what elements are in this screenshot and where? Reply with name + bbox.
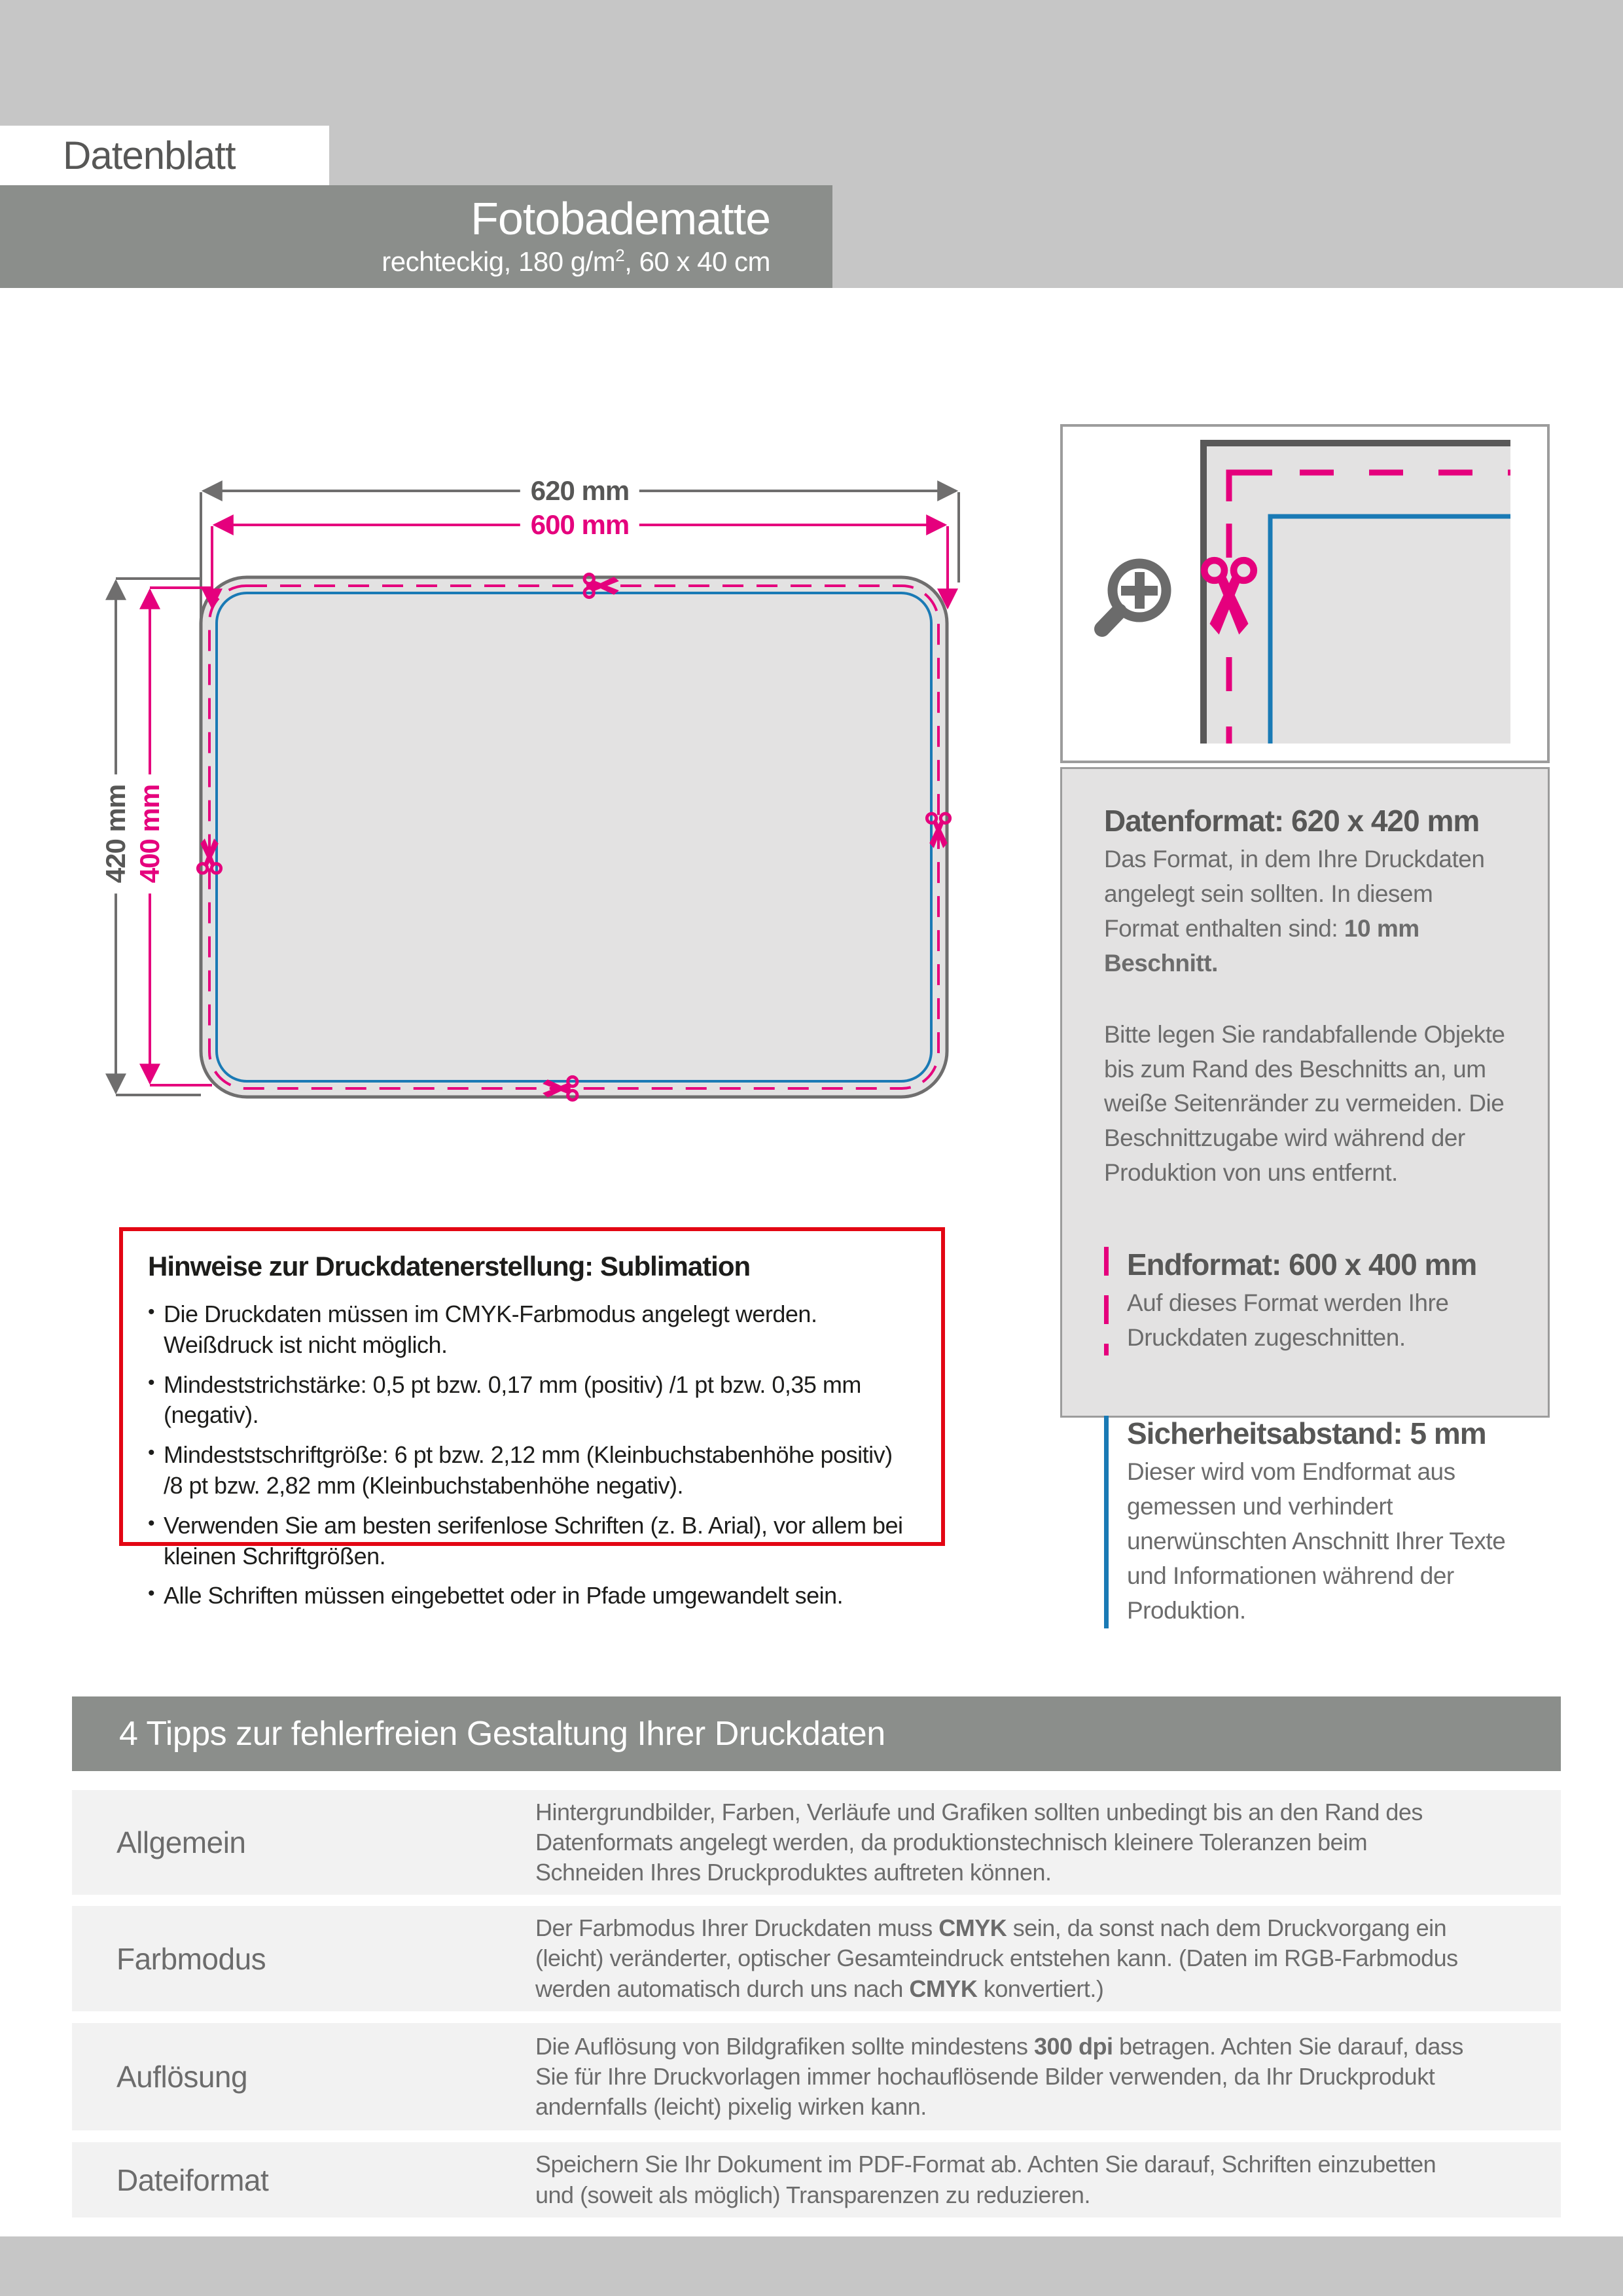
zoom-icon	[1102, 564, 1166, 629]
notes-list	[148, 1299, 916, 1611]
datenformat-outline	[201, 577, 947, 1097]
tip-label: Dateiformat	[116, 2162, 269, 2197]
tip-body	[535, 1913, 1478, 2003]
tip-body: Speichern Sie Ihr Dokument im PDF-Format ab. Achten Sie darauf, Schriften einzubetten und (soweit als möglich) Transparenzen zu reduzieren.	[535, 2151, 1436, 2208]
footer-band	[0, 2236, 1623, 2296]
tip-text: Der Farbmodus Ihrer Druckdaten muss	[535, 1914, 939, 1942]
dim-620-label: 620 mm	[520, 474, 639, 508]
subtitle-post: , 60 x 40 cm	[624, 245, 770, 277]
tip-bold: 300 dpi	[1033, 2032, 1113, 2060]
sicherheitsabstand-block	[1104, 1416, 1511, 1628]
subtitle-sup: 2	[615, 245, 625, 265]
tip-body: Hintergrundbilder, Farben, Verläufe und Grafiken sollten unbedingt bis an den Rand des Datenformats angelegt werden, da produktionstechnisch kleinere Toleranzen beim Schneiden Ihres Druckproduktes auftreten können.	[535, 1798, 1423, 1886]
tip-row-farbmodus	[72, 1906, 1561, 2011]
endformat-body: Auf dieses Format werden Ihre Druckdaten zugeschnitten.	[1127, 1289, 1449, 1352]
datenformat-title: Datenformat: 620 x 420 mm	[1104, 804, 1480, 838]
dim-400-label: 400 mm	[133, 774, 167, 893]
datenformat-bleed-value: 10 mm Beschnitt.	[1104, 914, 1419, 977]
tip-label: Allgemein	[116, 1825, 246, 1859]
tip-bold: CMYK	[938, 1914, 1007, 1942]
tip-text: betragen. Achten Sie darauf, dass Sie für Ihre Druckvorlagen immer hochauflösende Bilder verwenden, da Ihr Druckprodukt andernfalls (leicht) pixelig wirken kann.	[535, 2032, 1463, 2121]
sheet-label: Datenblatt	[63, 134, 236, 177]
tip-body	[535, 2032, 1478, 2122]
tip-row-dateiformat	[72, 2142, 1561, 2217]
tip-bold: CMYK	[909, 1975, 978, 2002]
note-item: • Mindeststschriftgröße: 6 pt bzw. 2,12 mm (Kleinbuchstabenhöhe positiv) /8 pt bzw. 2,82 mm (Kleinbuchstabenhöhe negativ).	[148, 1440, 916, 1501]
bleed-detail-box	[1060, 424, 1550, 763]
product-title-box	[0, 185, 832, 288]
product-title: Fotobadematte	[471, 193, 770, 245]
format-diagram	[65, 452, 982, 1132]
subtitle-pre: rechteckig, 180 g/m	[382, 245, 616, 277]
tip-text: sein, da sonst nach dem Druckvorgang ein (leicht) veränderter, optischer Gesamteindruck entstehen kann. (Daten im RGB-Farbmodus werden automatisch durch uns nach	[535, 1914, 1458, 2002]
format-info-panel	[1060, 767, 1550, 1624]
tip-row-allgemein	[72, 1790, 1561, 1895]
sicherheitsabstand-body: Dieser wird vom Endformat aus gemessen und verhindert unerwünschten Anschnitt Ihrer Texte und Informationen während der Produktion.	[1127, 1458, 1506, 1624]
tip-label: Auflösung	[116, 2060, 248, 2094]
dim-420-label: 420 mm	[99, 774, 133, 893]
product-subtitle	[382, 245, 770, 278]
datenformat-paragraph2: Bitte legen Sie randabfallende Objekte bis zum Rand des Beschnitts an, um weiße Seitenränder zu vermeiden. Die Beschnittzugabe wird während der Produktion von uns entfernt.	[1104, 1020, 1505, 1187]
sheet-label-box	[0, 126, 329, 185]
bleed-detail-illustration	[1063, 427, 1547, 761]
dim-600-label: 600 mm	[520, 508, 639, 542]
note-item: • Verwenden Sie am besten serifenlose Schriften (z. B. Arial), vor allem bei kleinen Schriftgrößen.	[148, 1511, 916, 1572]
tips-title: 4 Tipps zur fehlerfreien Gestaltung Ihrer Druckdaten	[119, 1715, 885, 1753]
note-item: • Mindeststrichstärke: 0,5 pt bzw. 0,17 mm (positiv) /1 pt bzw. 0,35 mm (negativ).	[148, 1370, 916, 1431]
tip-label: Farbmodus	[116, 1941, 266, 1976]
note-item: • Die Druckdaten müssen im CMYK-Farbmodus angelegt werden. Weißdruck ist nicht möglich.	[148, 1299, 916, 1361]
endformat-dash-rule	[1104, 1247, 1109, 1355]
note-item: • Alle Schriften müssen eingebettet oder in Pfade umgewandelt sein.	[148, 1581, 916, 1611]
print-data-notes-box	[119, 1227, 945, 1609]
sicherheitsabstand-rule	[1104, 1416, 1109, 1628]
datenformat-body	[1104, 842, 1511, 981]
tips-header-bar	[72, 1696, 1561, 1771]
tip-text: konvertiert.)	[977, 1975, 1104, 2002]
endformat-block	[1104, 1247, 1511, 1355]
endformat-title: Endformat: 600 x 400 mm	[1127, 1247, 1477, 1282]
tip-text: Die Auflösung von Bildgrafiken sollte mindestens	[535, 2032, 1034, 2060]
sicherheitsabstand-title: Sicherheitsabstand: 5 mm	[1127, 1416, 1486, 1450]
tip-row-aufloesung	[72, 2023, 1561, 2130]
notes-title: Hinweise zur Druckdatenerstellung: Sublimation	[148, 1251, 751, 1282]
datenformat-body-text: Das Format, in dem Ihre Druckdaten angelegt sein sollten. In diesem Format enthalten sind:	[1104, 846, 1485, 942]
